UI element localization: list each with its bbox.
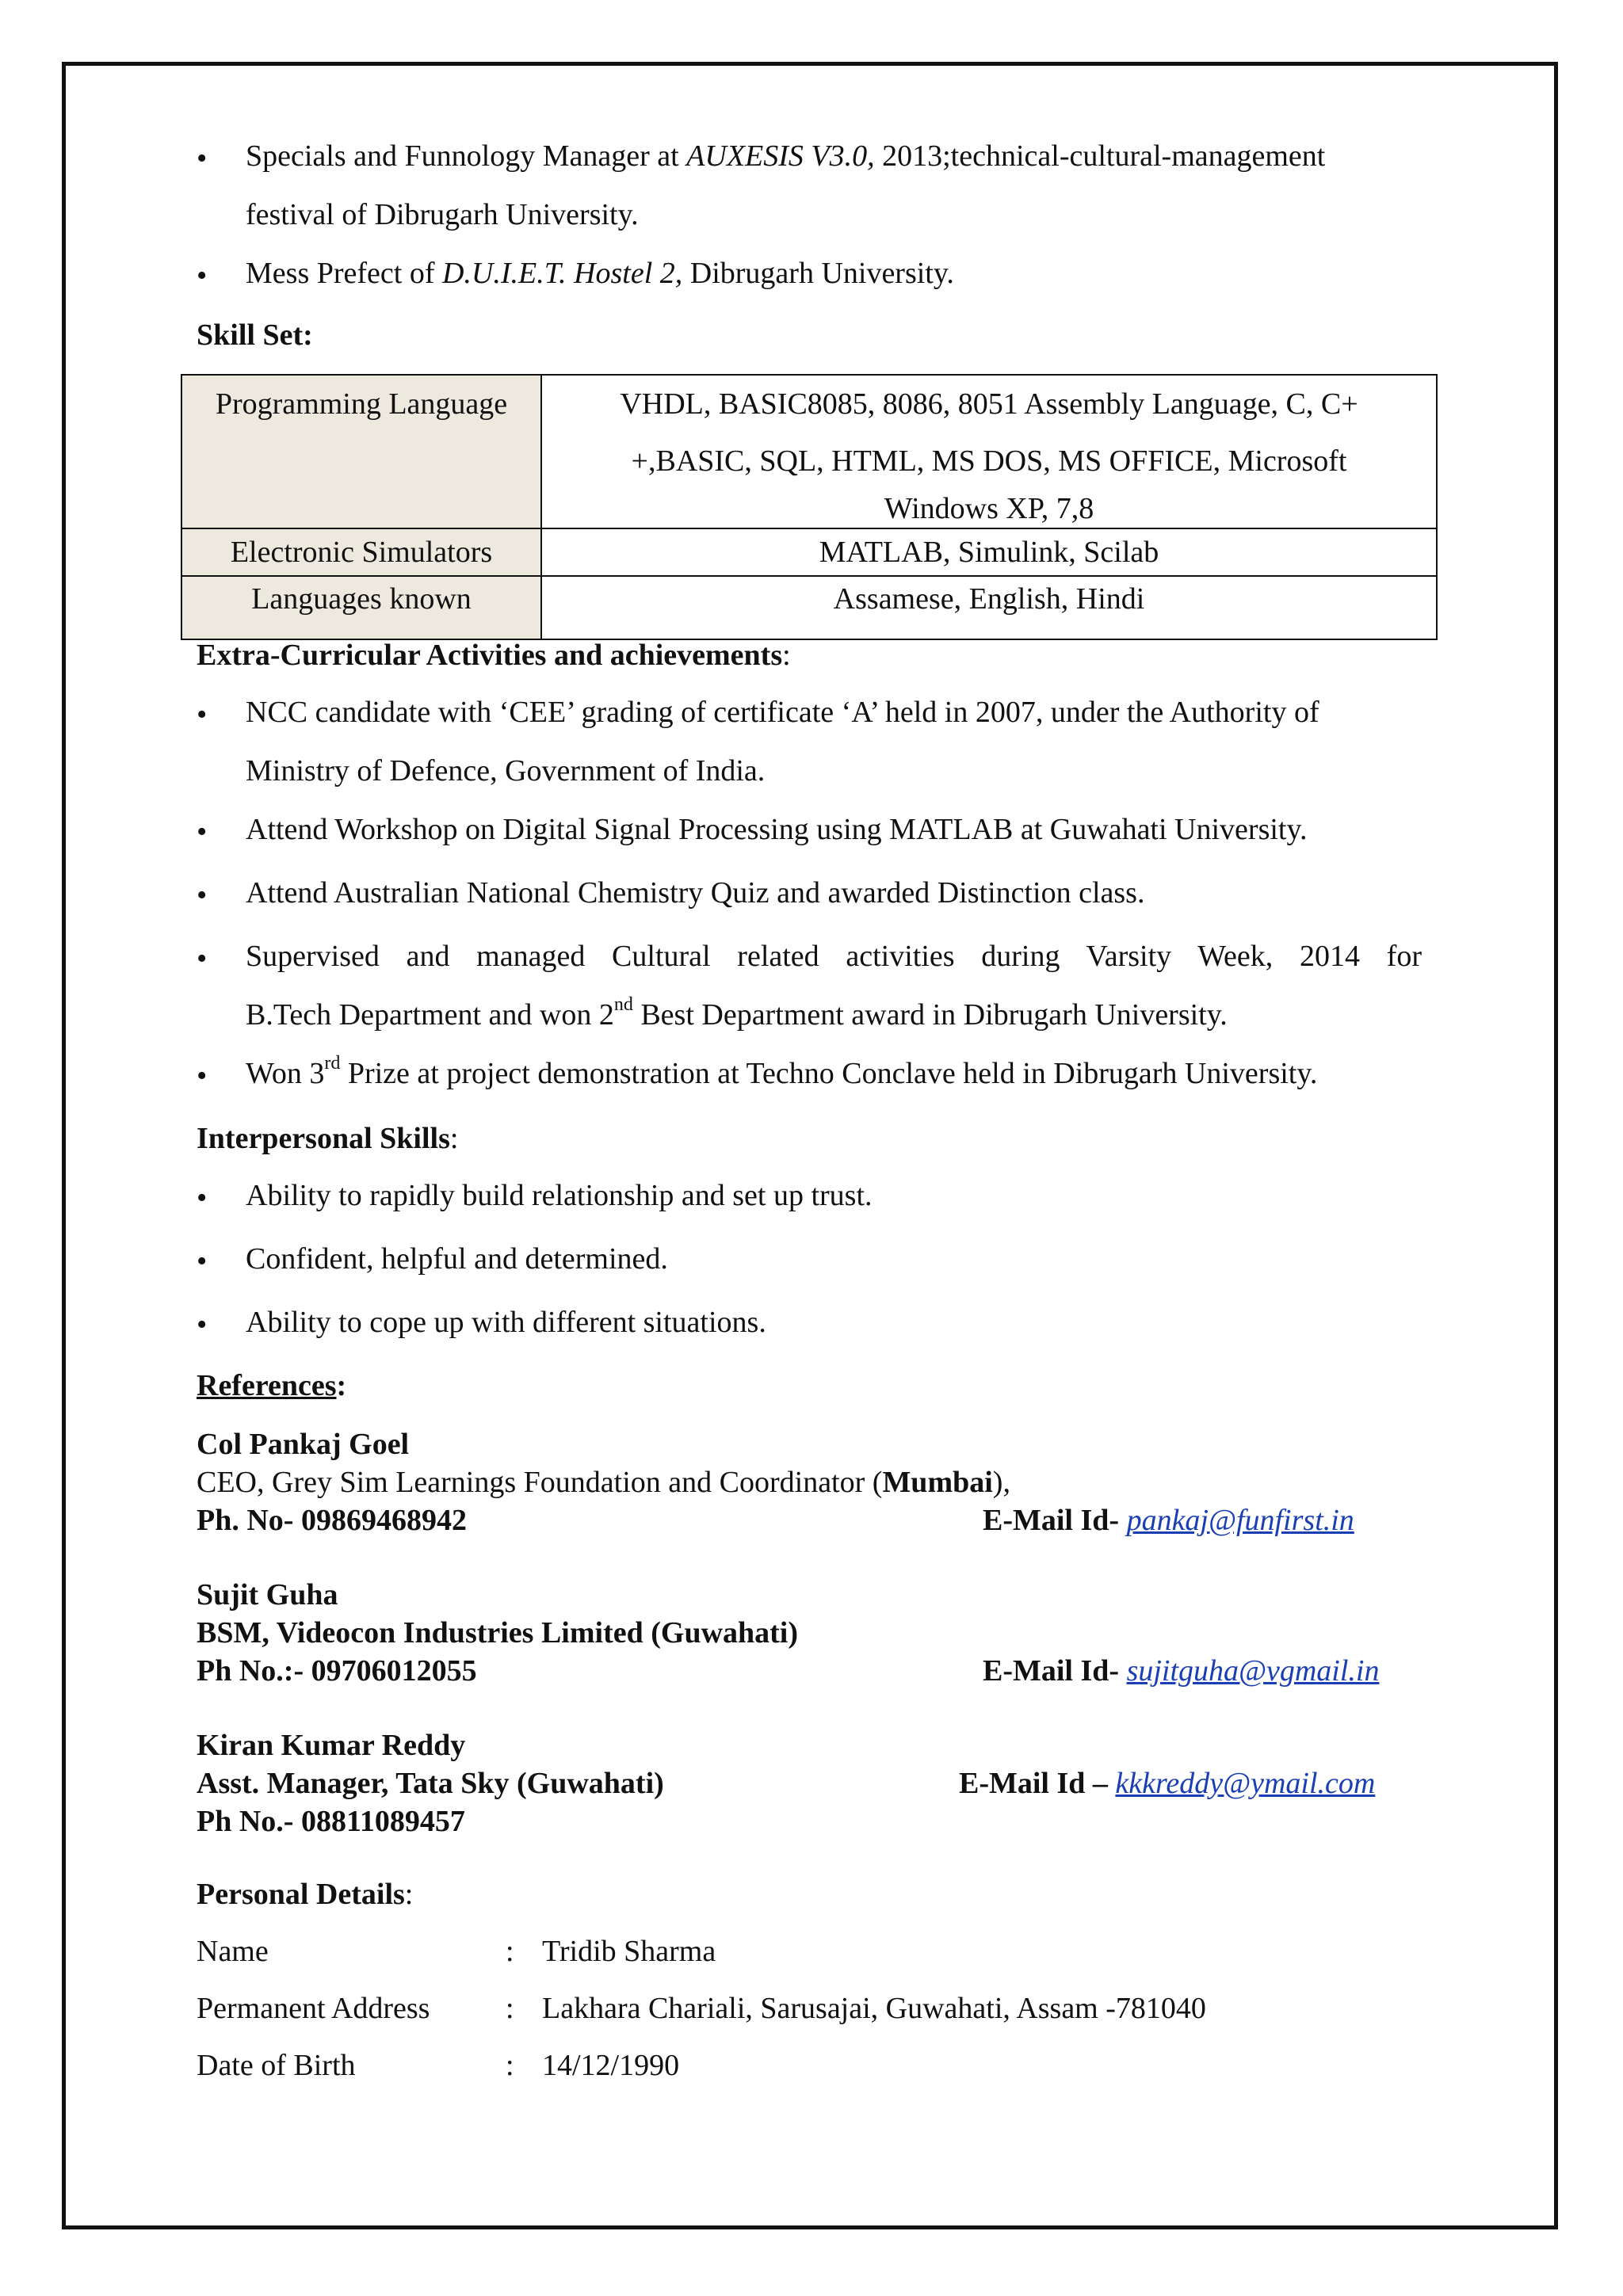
table-row xyxy=(181,528,1437,576)
skill-label: Languages known xyxy=(181,576,541,639)
personal-label: Permanent Address xyxy=(197,1992,430,2025)
interpersonal-heading: Interpersonal Skills: xyxy=(197,1122,459,1155)
references-heading: References: xyxy=(197,1369,347,1402)
extra-item-2: Attend Workshop on Digital Signal Processing using MATLAB at Guwahati University. xyxy=(246,813,1308,846)
bullet-icon: • xyxy=(197,698,208,731)
table-row xyxy=(181,576,1437,639)
bullet-icon: • xyxy=(197,815,208,849)
extra-item-5: Won 3rd Prize at project demonstration at Techno Conclave held in Dibrugarh University. xyxy=(246,1053,1318,1090)
bullet-icon: • xyxy=(197,879,208,912)
personal-label: Date of Birth xyxy=(197,2049,356,2082)
bullet-icon: • xyxy=(197,1308,208,1341)
email-link[interactable]: kkkreddy@ymail.com xyxy=(1115,1767,1376,1800)
reference-1-phone: Ph. No- 09869468942 xyxy=(197,1504,467,1537)
reference-1-name: Col Pankaj Goel xyxy=(197,1428,410,1461)
personal-sep: : xyxy=(506,2049,514,2082)
personal-sep: : xyxy=(506,1935,514,1968)
personal-value: Tridib Sharma xyxy=(542,1935,716,1968)
bullet-icon: • xyxy=(197,259,208,292)
email-link[interactable]: pankaj@funfirst.in xyxy=(1126,1504,1354,1537)
personal-value: Lakhara Chariali, Sarusajai, Guwahati, Assam -781040 xyxy=(542,1992,1206,2025)
personal-heading: Personal Details: xyxy=(197,1878,414,1911)
bullet-icon: • xyxy=(197,142,208,175)
extra-item-4-line2: B.Tech Department and won 2nd Best Department award in Dibrugarh University. xyxy=(246,994,1228,1032)
skill-value: MATLAB, Simulink, Scilab xyxy=(541,528,1437,576)
intro-bullet-1-line2: festival of Dibrugarh University. xyxy=(246,198,639,231)
reference-3-email: E-Mail Id – kkkreddy@ymail.com xyxy=(959,1767,1376,1800)
personal-value: 14/12/1990 xyxy=(542,2049,680,2082)
extra-item-1: NCC candidate with ‘CEE’ grading of certificate ‘A’ held in 2007, under the Authority of xyxy=(246,696,1319,729)
skill-set-heading: Skill Set: xyxy=(197,318,313,352)
bullet-icon: • xyxy=(197,1181,208,1215)
intro-bullet-2: Mess Prefect of D.U.I.E.T. Hostel 2, Dibrugarh University. xyxy=(246,257,954,290)
interpersonal-item: Confident, helpful and determined. xyxy=(246,1242,668,1276)
skill-label: Programming Language xyxy=(181,375,541,528)
email-link[interactable]: sujitguha@vgmail.in xyxy=(1126,1654,1380,1688)
reference-2-email: E-Mail Id- sujitguha@vgmail.in xyxy=(983,1654,1380,1688)
personal-sep: : xyxy=(506,1992,514,2025)
bullet-icon: • xyxy=(197,942,208,975)
skill-value: VHDL, BASIC8085, 8086, 8051 Assembly Language, C, C+ +,BASIC, SQL, HTML, MS DOS, MS OFFICE, Microsoft Windows XP, 7,8 xyxy=(541,375,1437,528)
reference-1-email: E-Mail Id- pankaj@funfirst.in xyxy=(983,1504,1354,1537)
intro-bullet-1: Specials and Funnology Manager at AUXESIS V3.0, 2013;technical-cultural-management xyxy=(246,139,1326,173)
skill-label: Electronic Simulators xyxy=(181,528,541,576)
reference-3-role: Asst. Manager, Tata Sky (Guwahati) xyxy=(197,1767,664,1800)
bullet-icon: • xyxy=(197,1059,208,1093)
reference-2-name: Sujit Guha xyxy=(197,1578,338,1611)
reference-3-phone: Ph No.- 08811089457 xyxy=(197,1805,465,1838)
interpersonal-item: Ability to cope up with different situations. xyxy=(246,1306,766,1339)
interpersonal-item: Ability to rapidly build relationship and set up trust. xyxy=(246,1179,873,1212)
reference-2-phone: Ph No.:- 09706012055 xyxy=(197,1654,477,1688)
personal-label: Name xyxy=(197,1935,269,1968)
extra-item-3: Attend Australian National Chemistry Quiz and awarded Distinction class. xyxy=(246,876,1145,910)
skill-set-table xyxy=(181,374,1438,640)
reference-1-role: CEO, Grey Sim Learnings Foundation and Coordinator (Mumbai), xyxy=(197,1466,1010,1499)
table-row xyxy=(181,375,1437,528)
reference-3-name: Kiran Kumar Reddy xyxy=(197,1729,466,1762)
skill-value: Assamese, English, Hindi xyxy=(541,576,1437,639)
reference-2-role: BSM, Videocon Industries Limited (Guwahati) xyxy=(197,1616,799,1650)
extra-item-4: Supervised and managed Cultural related activities during Varsity Week, 2014 for xyxy=(246,940,1422,973)
bullet-icon: • xyxy=(197,1245,208,1278)
extra-item-1-line2: Ministry of Defence, Government of India. xyxy=(246,754,766,788)
extra-heading: Extra-Curricular Activities and achievements: xyxy=(197,639,791,672)
